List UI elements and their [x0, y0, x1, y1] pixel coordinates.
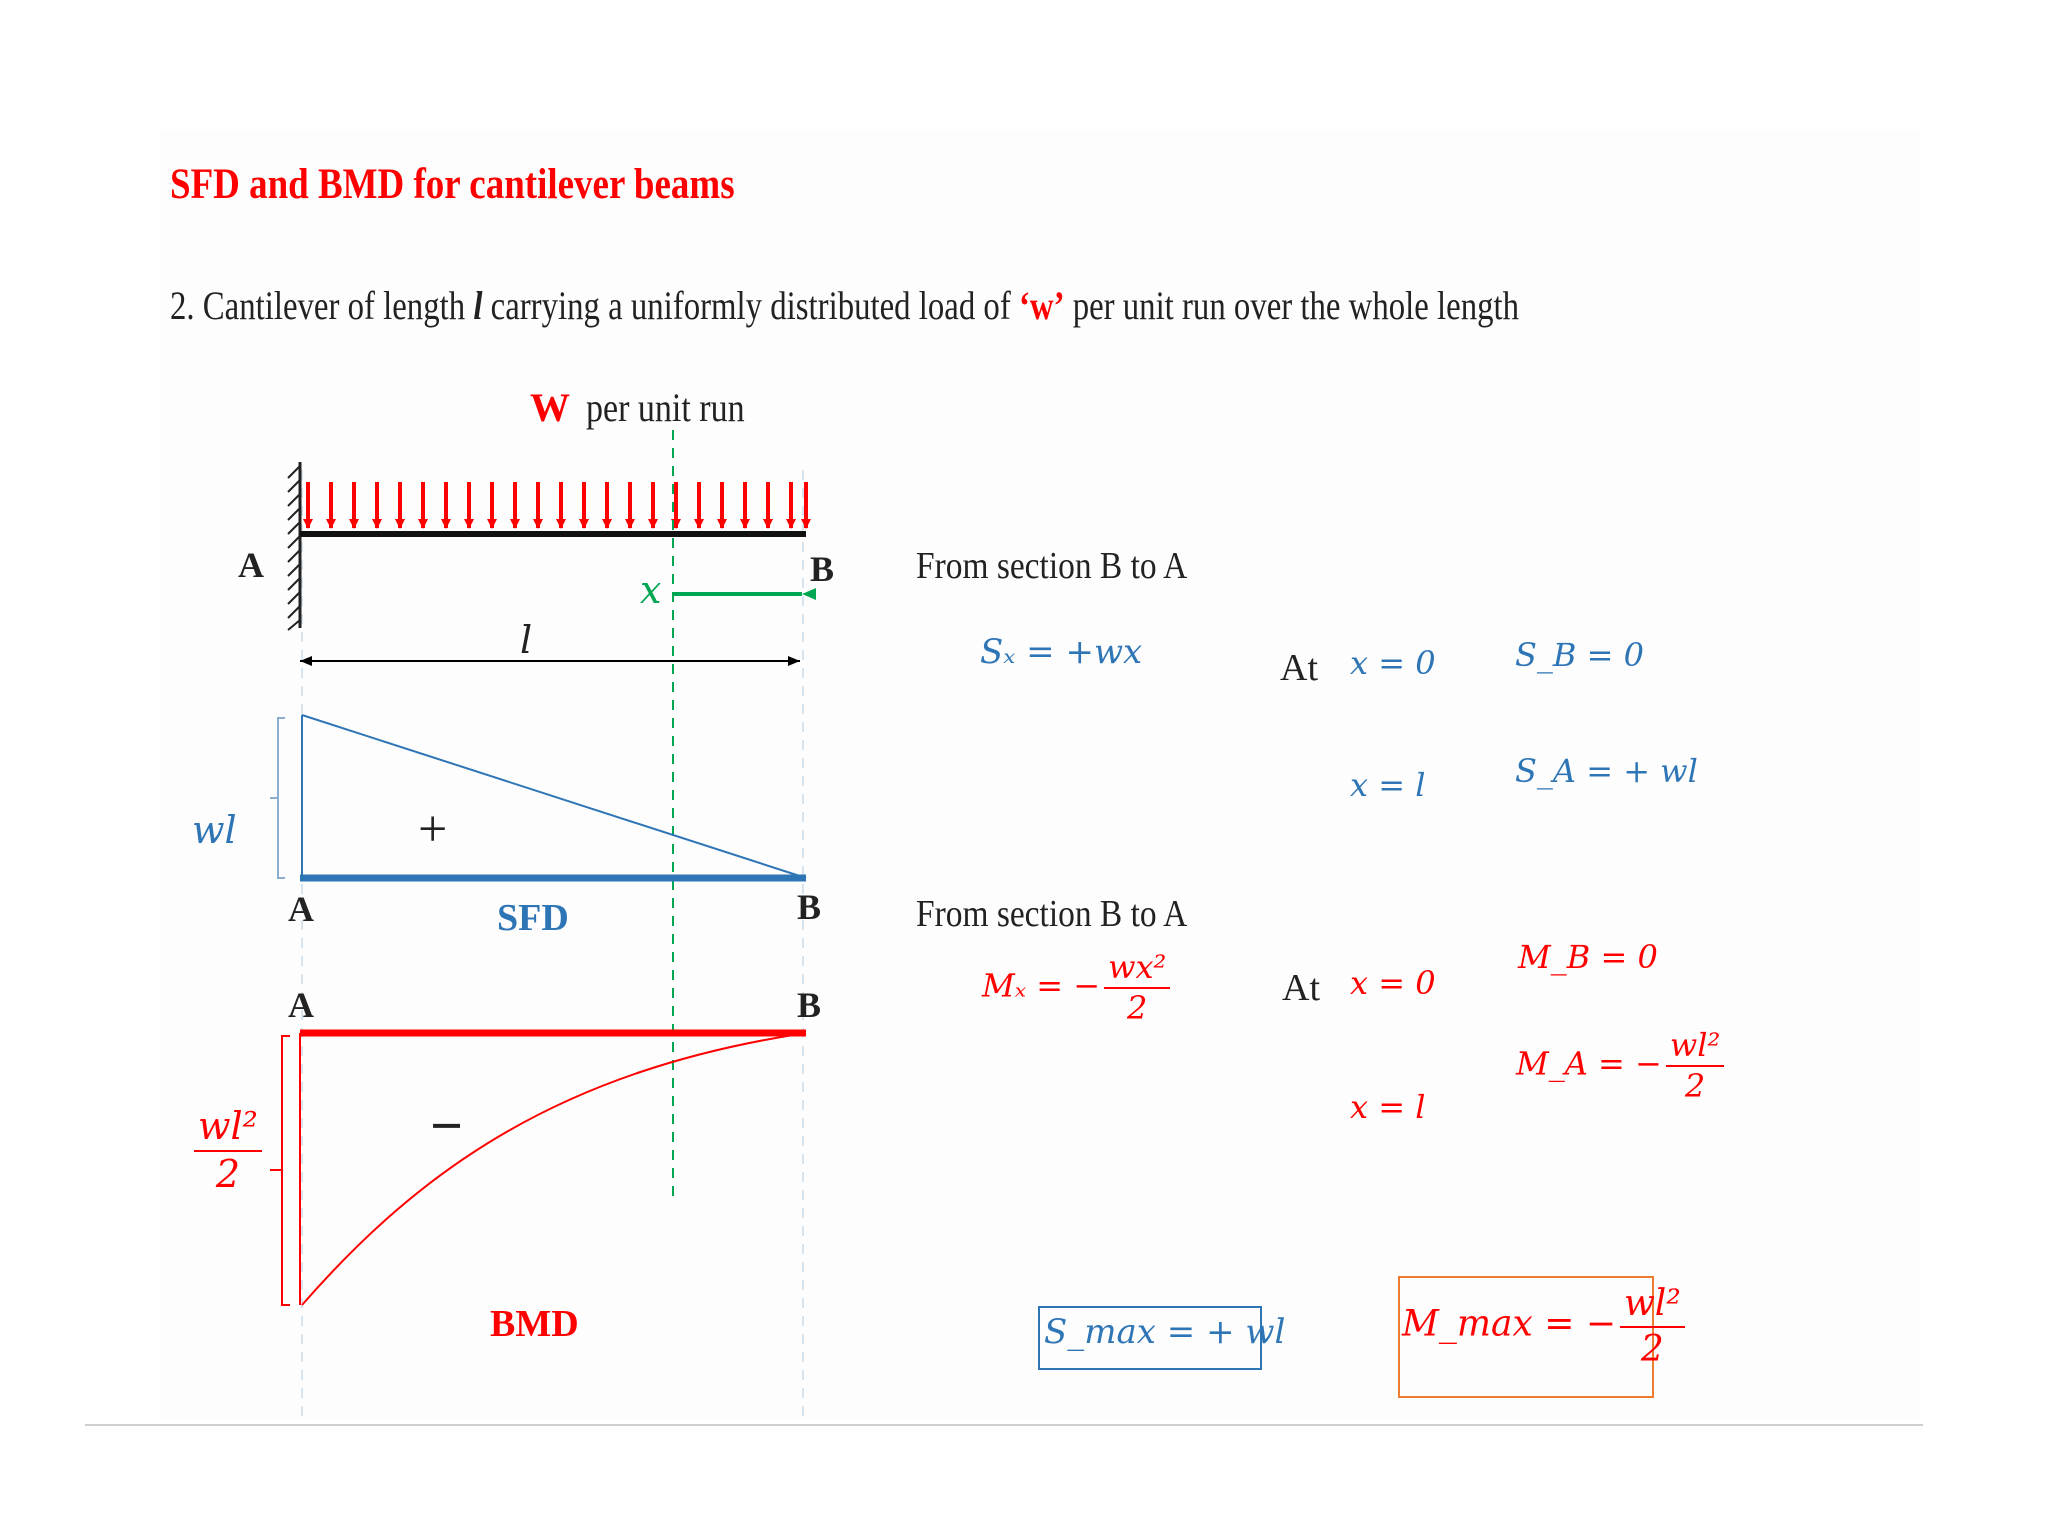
shear-cond2: x = l — [1350, 766, 1426, 804]
mmax-lhs: M_max = − — [1402, 1303, 1616, 1345]
moment-equation — [982, 950, 1174, 1026]
bottom-rule — [85, 1424, 1923, 1426]
shear-result1: S_B = 0 — [1515, 636, 1644, 674]
moment-cond1: x = 0 — [1350, 964, 1436, 1002]
shear-equation: Sₓ = +wx — [980, 632, 1143, 672]
bmd-parabola — [302, 1033, 806, 1305]
mmax-den: 2 — [1640, 1328, 1664, 1370]
sfd-label-b: B — [797, 887, 822, 927]
length-label: l — [520, 618, 533, 662]
page-title: SFD and BMD for cantilever beams — [170, 161, 735, 208]
bmd-sign: − — [430, 1093, 464, 1158]
moment-heading: From section B to A — [916, 893, 1188, 935]
problem-suffix: per unit run over the whole length — [1064, 283, 1520, 328]
beam-label-a: A — [238, 545, 264, 585]
moment-result2-den: 2 — [1684, 1067, 1706, 1106]
load-text: per unit run — [586, 385, 745, 430]
sfd-title: SFD — [497, 897, 569, 939]
sfd-magnitude: wl — [192, 808, 237, 852]
moment-lhs: Mₓ = − — [982, 966, 1101, 1005]
bmd-magnitude-num: wl² — [194, 1106, 262, 1152]
moment-at: At — [1282, 967, 1320, 1009]
shear-result2: S_A = + wl — [1515, 752, 1698, 790]
load-symbol: W — [530, 385, 570, 430]
bmd-label-b: B — [797, 985, 822, 1025]
moment-result2-lhs: M_A = − — [1516, 1044, 1662, 1083]
sfd-sign: + — [418, 801, 448, 858]
sfd-brace — [270, 718, 285, 878]
moment-result1: M_B = 0 — [1518, 938, 1658, 976]
shear-cond1: x = 0 — [1350, 644, 1436, 682]
problem-length-symbol: l — [473, 283, 483, 328]
load-label — [530, 384, 773, 431]
problem-middle: carrying a uniformly distributed load of — [482, 283, 1019, 328]
bmd-diagram — [270, 1033, 806, 1305]
bmd-magnitude — [190, 1106, 266, 1196]
problem-prefix: 2. Cantilever of length — [170, 283, 474, 328]
shear-at: At — [1280, 647, 1318, 689]
beam-label-b: B — [810, 549, 835, 589]
smax-value: S_max = + wl — [1044, 1312, 1286, 1352]
moment-result2 — [1516, 1028, 1728, 1104]
moment-cond2: x = l — [1350, 1088, 1426, 1126]
shear-heading: From section B to A — [916, 545, 1188, 587]
fixed-support — [288, 462, 300, 630]
bmd-brace — [270, 1036, 290, 1305]
sfd-diagram — [270, 715, 806, 880]
moment-den: 2 — [1127, 989, 1148, 1028]
bmd-label-a: A — [288, 985, 314, 1025]
moment-num: wx² — [1104, 950, 1170, 989]
bmd-title: BMD — [490, 1303, 579, 1345]
moment-result2-num: wl² — [1666, 1028, 1724, 1067]
x-label: x — [640, 568, 662, 612]
udl-arrows — [308, 482, 806, 528]
mmax-num: wl² — [1620, 1284, 1685, 1328]
mmax-value — [1402, 1284, 1689, 1369]
sfd-label-a: A — [288, 889, 314, 929]
problem-load-symbol: ‘w’ — [1018, 283, 1065, 328]
bmd-magnitude-den: 2 — [215, 1151, 241, 1196]
